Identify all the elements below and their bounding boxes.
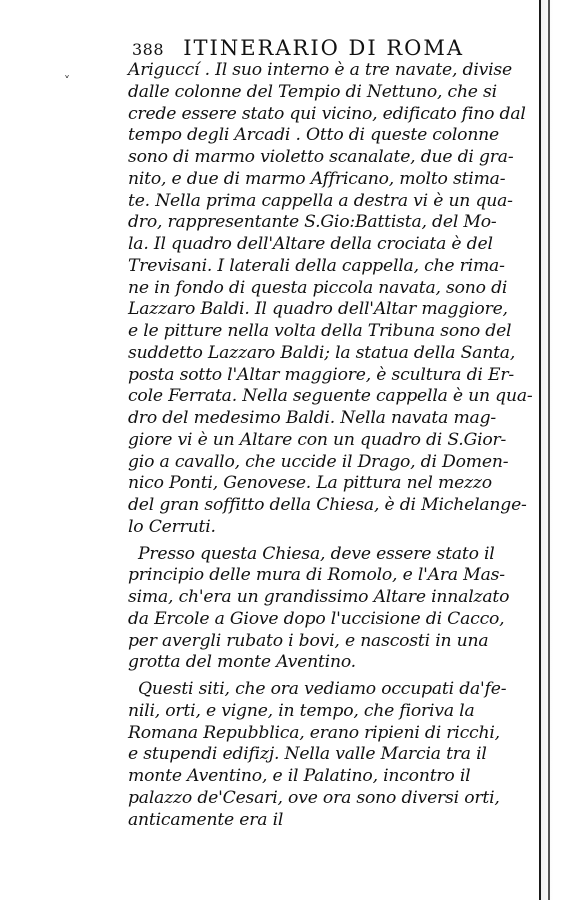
text-line: Ariguccí . Il suo interno è a tre navate, divise — [128, 60, 513, 80]
body-text — [128, 60, 533, 831]
text-line: te. Nella prima cappella a destra vi è un qua- — [128, 190, 513, 211]
text-line: nico Ponti, Genovese. La pittura nel mezzo — [128, 473, 492, 494]
text-line: dro, rappresentante S.Gio:Battista, del Mo- — [128, 212, 497, 233]
text-line: tempo degli Arcadi . Otto di queste colonne — [128, 125, 500, 146]
page-gutter-edge — [539, 0, 553, 900]
text-line: anticamente era il — [128, 809, 284, 830]
text-line: Questi siti, che ora vediamo occupati da'fe- — [138, 679, 507, 699]
text-line: Lazzaro Baldi. Il quadro dell'Altar maggiore, — [128, 299, 508, 320]
text-line: Presso questa Chiesa, deve essere stato il — [138, 543, 495, 564]
running-title: ITINERARIO DI ROMA — [183, 36, 465, 60]
text-line: per avergli rubato i bovi, e nascosti in una — [128, 630, 489, 651]
text-line: e le pitture nella volta della Tribuna sono del — [128, 321, 512, 341]
text-line: principio delle mura di Romolo, e l'Ara Mas- — [128, 565, 505, 586]
text-line: monte Aventino, e il Palatino, incontro il — [128, 766, 471, 786]
text-line: suddetto Lazzaro Baldi; la statua della Santa, — [128, 342, 516, 363]
text-line: nili, orti, e vigne, in tempo, che fioriva la — [128, 700, 475, 721]
text-line: da Ercole a Giove dopo l'uccisione di Cacco, — [128, 608, 505, 629]
text-line: dro del medesimo Baldi. Nella navata mag- — [128, 408, 496, 428]
text-line: lo Cerruti. — [128, 516, 216, 537]
text-line: e stupendi edifizj. Nella valle Marcia tra il — [128, 744, 487, 765]
text-line: palazzo de'Cesari, ove ora sono diversi orti, — [128, 787, 500, 808]
text-line: sima, ch'era un grandissimo Altare innalzato — [128, 587, 510, 607]
text-line: Trevisani. I laterali della cappella, che rima- — [128, 255, 505, 276]
page-header — [132, 36, 464, 60]
text-line: gio a cavallo, che uccide il Drago, di Domen- — [128, 451, 509, 472]
text-line: dalle colonne del Tempio di Nettuno, che si — [128, 81, 497, 102]
text-line: posta sotto l'Altar maggiore, è scultura di Er- — [128, 364, 514, 385]
fold-mark-icon: ˅ — [64, 74, 70, 88]
page-number: 388 — [132, 40, 165, 59]
text-line: nito, e due di marmo Affricano, molto stima- — [128, 168, 506, 189]
text-line: ne in fondo di questa piccola navata, sono di — [128, 277, 508, 298]
text-line: la. Il quadro dell'Altare della crociata è del — [128, 234, 493, 254]
text-line: grotta del monte Aventino. — [128, 652, 356, 673]
text-line: giore vi è un Altare con un quadro di S.Gior- — [128, 429, 507, 450]
text-line: crede essere stato qui vicino, edificato fino dal — [128, 103, 526, 124]
text-line: sono di marmo violetto scanalate, due di gra- — [128, 147, 514, 167]
text-line: Romana Repubblica, erano ripieni di ricchi, — [128, 722, 500, 743]
text-line: del gran soffitto della Chiesa, è di Michelange- — [128, 495, 527, 515]
text-line: cole Ferrata. Nella seguente cappella è un qua- — [128, 386, 533, 407]
